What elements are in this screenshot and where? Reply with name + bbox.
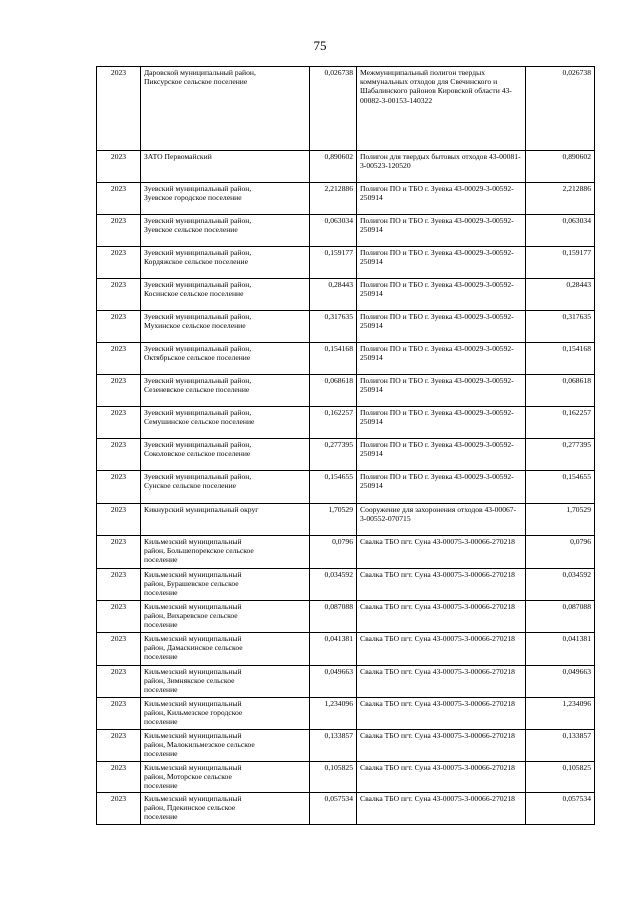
waste-object-cell: Полигон ПО и ТБО г. Зуевка 43-00029-3-00592-250914 xyxy=(357,247,526,279)
value-cell: 0,049663 xyxy=(310,666,357,698)
waste-object-cell: Полигон ПО и ТБО г. Зуевка 43-00029-3-00592-250914 xyxy=(357,407,526,439)
value-cell: 1,234096 xyxy=(310,698,357,730)
table-row xyxy=(97,471,595,504)
value-cell: 0,087088 xyxy=(310,601,357,633)
table-row xyxy=(97,279,595,311)
total-cell: 0,063034 xyxy=(526,215,595,247)
value-cell: 0,063034 xyxy=(310,215,357,247)
value-cell: 0,105825 xyxy=(310,762,357,793)
value-cell: 0,068618 xyxy=(310,375,357,407)
value-cell: 0,154168 xyxy=(310,343,357,375)
year-cell: 2023 xyxy=(97,633,141,666)
year-cell: 2023 xyxy=(97,762,141,793)
municipality-cell: Зуевский муниципальный район, Зуевское городское поселение xyxy=(141,183,310,215)
municipality-cell: Кильмезский муниципальный район, Моторское сельское поселение xyxy=(141,762,310,793)
value-cell: 0,162257 xyxy=(310,407,357,439)
total-cell: 0,277395 xyxy=(526,439,595,471)
waste-object-cell: Полигон ПО и ТБО г. Зуевка 43-00029-3-00592-250914 xyxy=(357,439,526,471)
table-row xyxy=(97,215,595,247)
municipality-cell: Кильмезский муниципальный район, Малокильмезское сельское поселение xyxy=(141,730,310,762)
municipality-cell: Даровской муниципальный район, Пиксурское сельское поселение xyxy=(141,67,310,151)
value-cell: 0,317635 xyxy=(310,311,357,343)
table-row xyxy=(97,730,595,762)
year-cell: 2023 xyxy=(97,471,141,504)
year-cell: 2023 xyxy=(97,311,141,343)
year-cell: 2023 xyxy=(97,151,141,183)
table-row xyxy=(97,407,595,439)
waste-object-cell: Свалка ТБО пгт. Суна 43-00075-3-00066-270218 xyxy=(357,762,526,793)
year-cell: 2023 xyxy=(97,569,141,601)
municipality-cell: Зуевский муниципальный район, Зуевское сельское поселение xyxy=(141,215,310,247)
table-row xyxy=(97,183,595,215)
total-cell: 1,70529 xyxy=(526,504,595,536)
municipality-cell: Зуевский муниципальный район, Семушинское сельское поселение xyxy=(141,407,310,439)
waste-object-cell: Свалка ТБО пгт. Суна 43-00075-3-00066-270218 xyxy=(357,666,526,698)
table-row xyxy=(97,633,595,666)
table-row xyxy=(97,601,595,633)
value-cell: 0,277395 xyxy=(310,439,357,471)
municipality-cell: Кикнурский муниципальный округ xyxy=(141,504,310,536)
year-cell: 2023 xyxy=(97,439,141,471)
value-cell: 0,890602 xyxy=(310,151,357,183)
total-cell: 0,162257 xyxy=(526,407,595,439)
municipality-cell: Кильмезский муниципальный район, Зимнякское сельское поселение xyxy=(141,666,310,698)
total-cell: 0,154168 xyxy=(526,343,595,375)
year-cell: 2023 xyxy=(97,407,141,439)
municipality-cell: Кильмезский муниципальный район, Большепорекское сельское поселение xyxy=(141,536,310,569)
total-cell: 0,068618 xyxy=(526,375,595,407)
table-row xyxy=(97,666,595,698)
table-row xyxy=(97,504,595,536)
value-cell: 2,212886 xyxy=(310,183,357,215)
table-row xyxy=(97,247,595,279)
total-cell: 0,057534 xyxy=(526,793,595,825)
table-row xyxy=(97,793,595,825)
waste-object-cell: Свалка ТБО пгт. Суна 43-00075-3-00066-270218 xyxy=(357,601,526,633)
year-cell: 2023 xyxy=(97,183,141,215)
value-cell: 0,154655 xyxy=(310,471,357,504)
value-cell: 0,0796 xyxy=(310,536,357,569)
municipality-cell: Зуевский муниципальный район, Сунское сельское поселение xyxy=(141,471,310,504)
waste-object-cell: Сооружение для захоронения отходов 43-00067-3-00552-070715 xyxy=(357,504,526,536)
waste-object-cell: Свалка ТБО пгт. Суна 43-00075-3-00066-270218 xyxy=(357,633,526,666)
waste-object-cell: Свалка ТБО пгт. Суна 43-00075-3-00066-270218 xyxy=(357,536,526,569)
total-cell: 0,026738 xyxy=(526,67,595,151)
waste-object-cell: Полигон ПО и ТБО г. Зуевка 43-00029-3-00592-250914 xyxy=(357,471,526,504)
year-cell: 2023 xyxy=(97,666,141,698)
value-cell: 0,041381 xyxy=(310,633,357,666)
municipality-cell: ЗАТО Первомайский xyxy=(141,151,310,183)
year-cell: 2023 xyxy=(97,375,141,407)
total-cell: 0,049663 xyxy=(526,666,595,698)
municipality-cell: Зуевский муниципальный район, Соколовское сельское поселение xyxy=(141,439,310,471)
municipality-cell: Кильмезский муниципальный район, Вихаревское сельское поселение xyxy=(141,601,310,633)
total-cell: 2,212886 xyxy=(526,183,595,215)
waste-object-cell: Полигон ПО и ТБО г. Зуевка 43-00029-3-00592-250914 xyxy=(357,183,526,215)
waste-object-cell: Свалка ТБО пгт. Суна 43-00075-3-00066-270218 xyxy=(357,793,526,825)
municipality-cell: Зуевский муниципальный район, Кордяжское сельское поселение xyxy=(141,247,310,279)
table-row xyxy=(97,439,595,471)
value-cell: 0,057534 xyxy=(310,793,357,825)
total-cell: 0,0796 xyxy=(526,536,595,569)
waste-object-cell: Межмуниципальный полигон твердых коммунальных отходов для Свечинского и Шабалинского районов Кировской области 43-00082-3-00153-140322 xyxy=(357,67,526,151)
year-cell: 2023 xyxy=(97,793,141,825)
page-number: 75 xyxy=(313,38,327,53)
waste-object-cell: Свалка ТБО пгт. Суна 43-00075-3-00066-270218 xyxy=(357,698,526,730)
total-cell: 0,28443 xyxy=(526,279,595,311)
waste-object-cell: Полигон ПО и ТБО г. Зуевка 43-00029-3-00592-250914 xyxy=(357,279,526,311)
table-row xyxy=(97,762,595,793)
waste-distribution-table xyxy=(96,66,595,825)
waste-object-cell: Полигон ПО и ТБО г. Зуевка 43-00029-3-00592-250914 xyxy=(357,375,526,407)
municipality-cell: Зуевский муниципальный район, Октябрьское сельское поселение xyxy=(141,343,310,375)
total-cell: 0,105825 xyxy=(526,762,595,793)
total-cell: 0,087088 xyxy=(526,601,595,633)
municipality-cell: Кильмезский муниципальный район, Бурашевское сельское поселение xyxy=(141,569,310,601)
table-row xyxy=(97,375,595,407)
table-row xyxy=(97,151,595,183)
year-cell: 2023 xyxy=(97,343,141,375)
waste-object-cell: Свалка ТБО пгт. Суна 43-00075-3-00066-270218 xyxy=(357,730,526,762)
table-row xyxy=(97,569,595,601)
waste-object-cell: Свалка ТБО пгт. Суна 43-00075-3-00066-270218 xyxy=(357,569,526,601)
total-cell: 0,034592 xyxy=(526,569,595,601)
total-cell: 1,234096 xyxy=(526,698,595,730)
table-row xyxy=(97,343,595,375)
municipality-cell: Зуевский муниципальный район, Мухинское сельское поселение xyxy=(141,311,310,343)
year-cell: 2023 xyxy=(97,536,141,569)
year-cell: 2023 xyxy=(97,601,141,633)
year-cell: 2023 xyxy=(97,279,141,311)
waste-object-cell: Полигон для твердых бытовых отходов 43-00081-3-00523-120520 xyxy=(357,151,526,183)
value-cell: 1,70529 xyxy=(310,504,357,536)
waste-object-cell: Полигон ПО и ТБО г. Зуевка 43-00029-3-00592-250914 xyxy=(357,311,526,343)
municipality-cell: Кильмезский муниципальный район, Пдекинское сельское поселение xyxy=(141,793,310,825)
value-cell: 0,28443 xyxy=(310,279,357,311)
total-cell: 0,890602 xyxy=(526,151,595,183)
table-row xyxy=(97,311,595,343)
table-row xyxy=(97,698,595,730)
total-cell: 0,159177 xyxy=(526,247,595,279)
value-cell: 0,159177 xyxy=(310,247,357,279)
table-row xyxy=(97,67,595,151)
year-cell: 2023 xyxy=(97,67,141,151)
municipality-cell: Зуевский муниципальный район, Сезеневское сельское поселение xyxy=(141,375,310,407)
total-cell: 0,154655 xyxy=(526,471,595,504)
municipality-cell: Кильмезский муниципальный район, Кильмезское городское поселение xyxy=(141,698,310,730)
total-cell: 0,133857 xyxy=(526,730,595,762)
value-cell: 0,034592 xyxy=(310,569,357,601)
value-cell: 0,133857 xyxy=(310,730,357,762)
municipality-cell: Зуевский муниципальный район, Косинское сельское поселение xyxy=(141,279,310,311)
table-row xyxy=(97,536,595,569)
waste-object-cell: Полигон ПО и ТБО г. Зуевка 43-00029-3-00592-250914 xyxy=(357,215,526,247)
total-cell: 0,041381 xyxy=(526,633,595,666)
year-cell: 2023 xyxy=(97,504,141,536)
year-cell: 2023 xyxy=(97,247,141,279)
total-cell: 0,317635 xyxy=(526,311,595,343)
waste-object-cell: Полигон ПО и ТБО г. Зуевка 43-00029-3-00592-250914 xyxy=(357,343,526,375)
year-cell: 2023 xyxy=(97,730,141,762)
year-cell: 2023 xyxy=(97,698,141,730)
municipality-cell: Кильмезский муниципальный район, Дамаскинское сельское поселение xyxy=(141,633,310,666)
year-cell: 2023 xyxy=(97,215,141,247)
value-cell: 0,026738 xyxy=(310,67,357,151)
